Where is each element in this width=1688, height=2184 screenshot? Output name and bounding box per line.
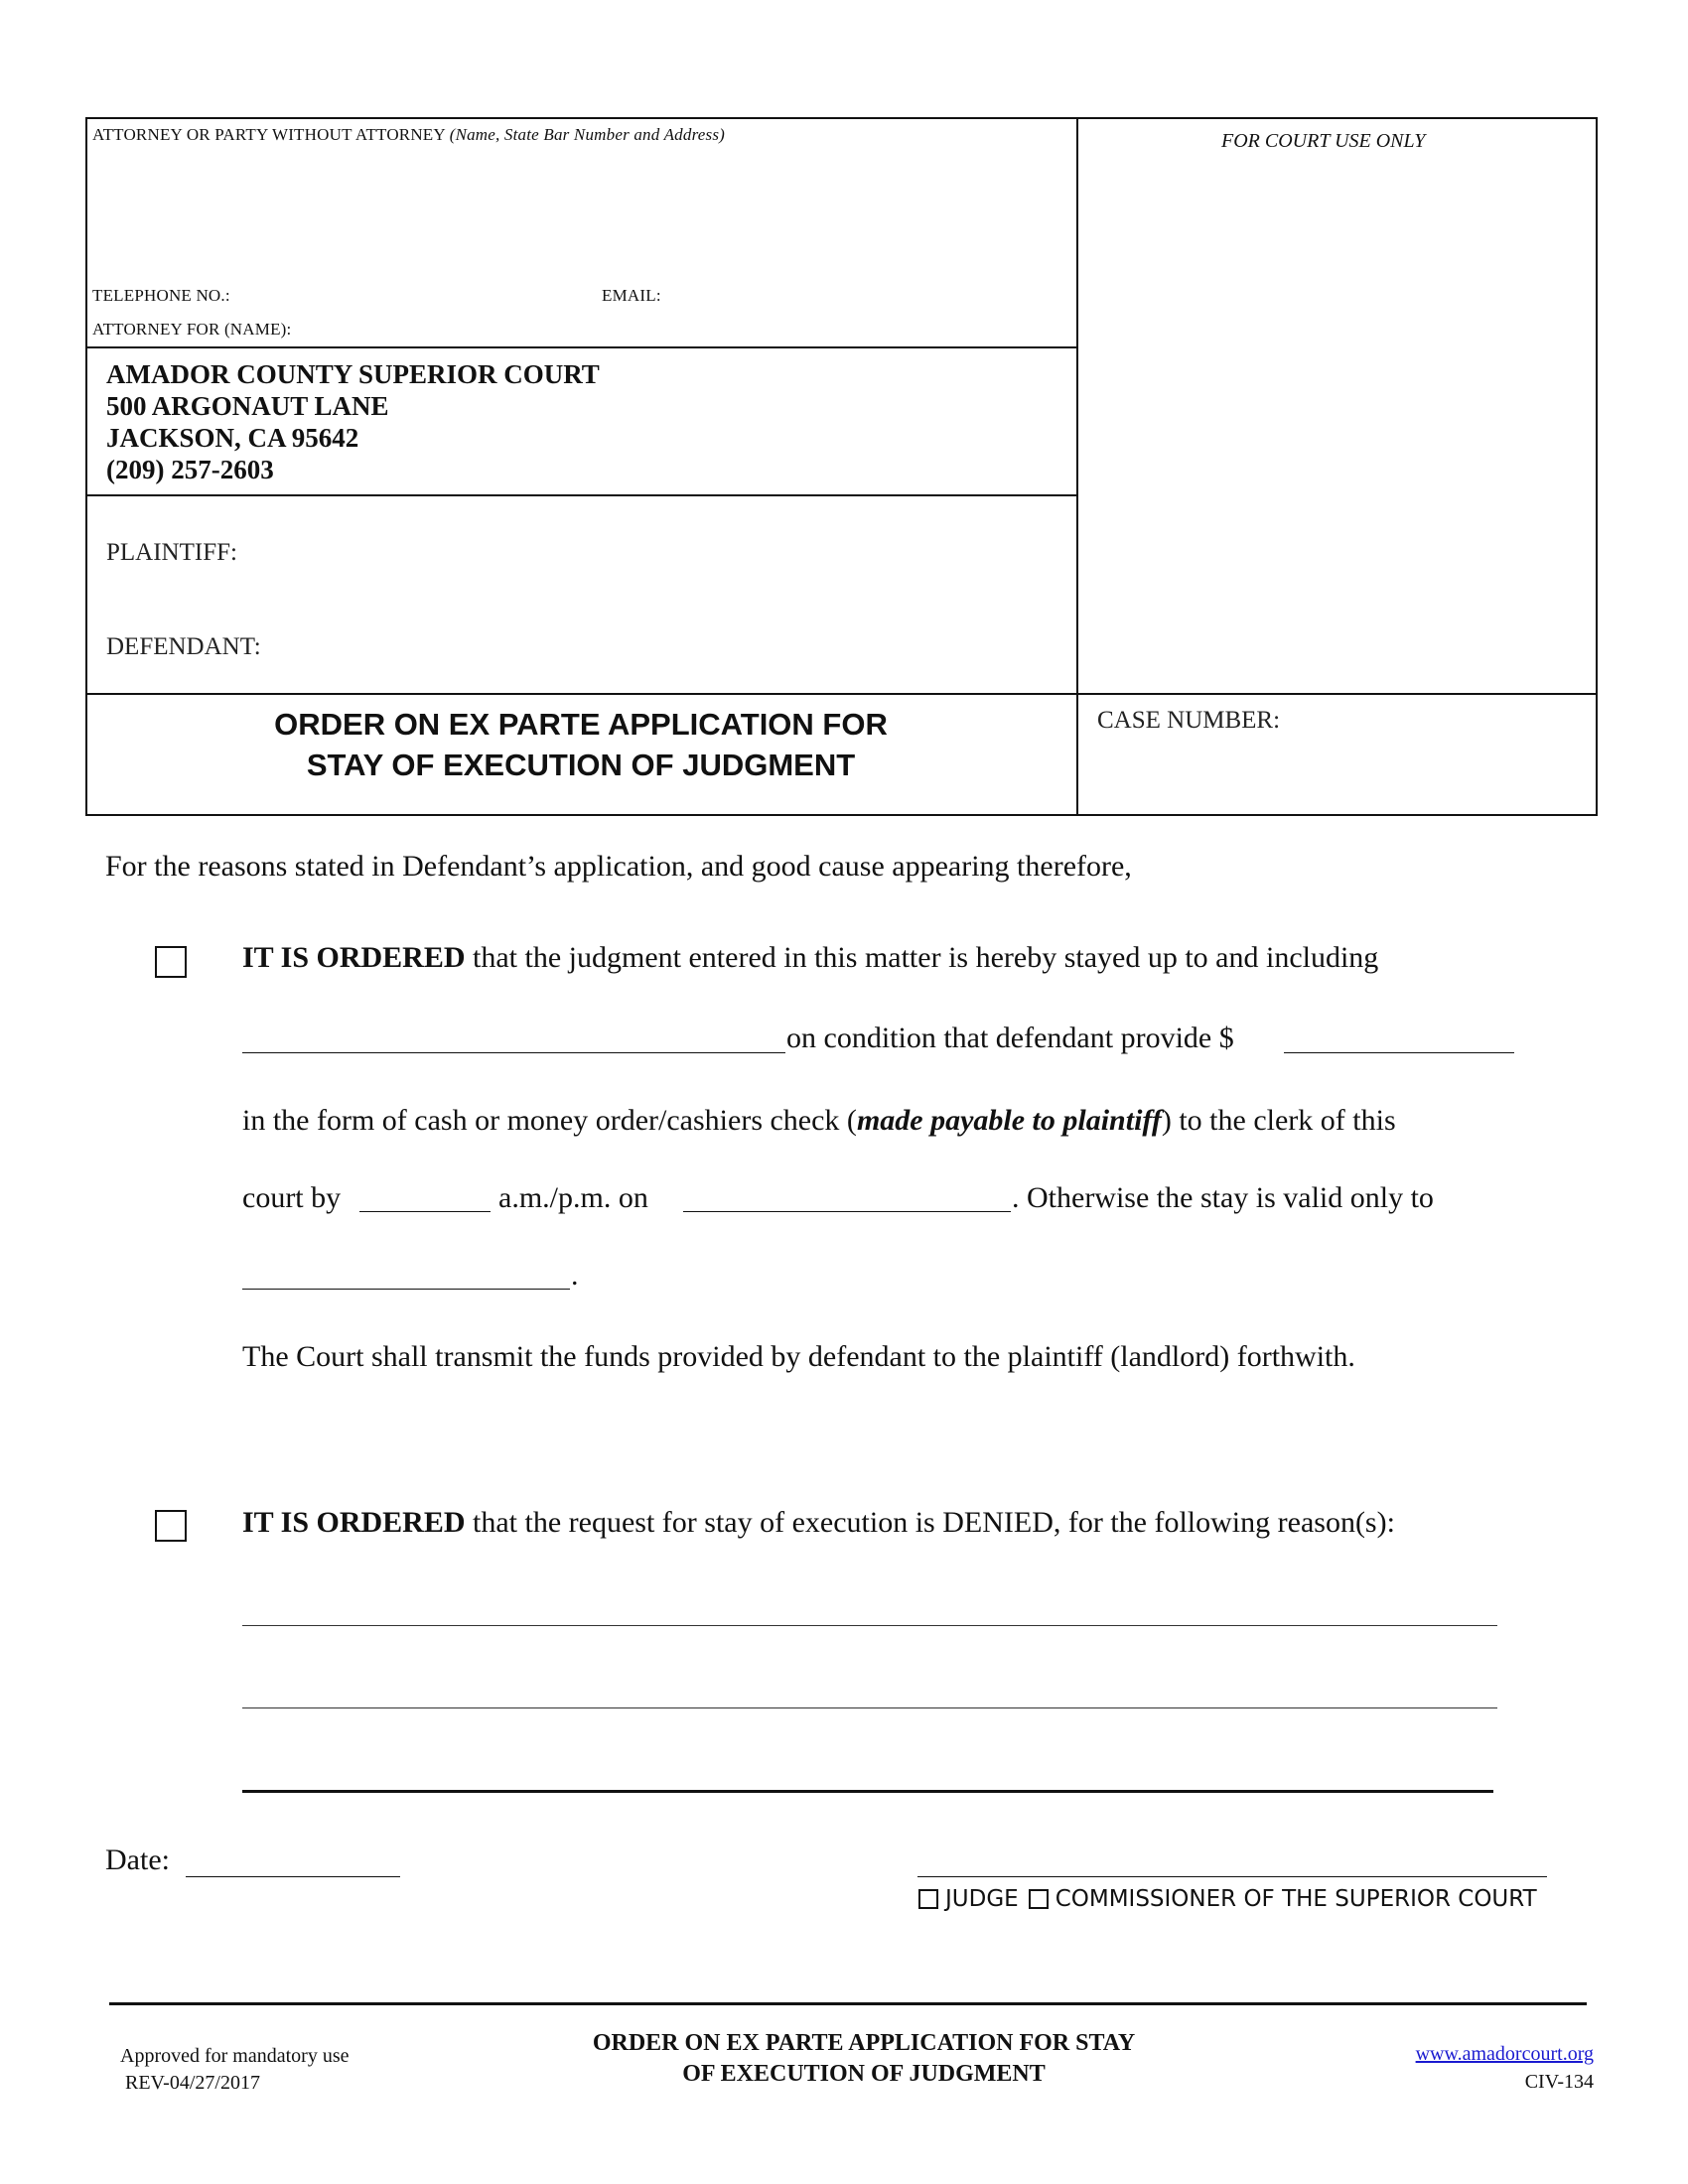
court-phone: (209) 257-2603: [106, 455, 274, 484]
order1-line3-a: in the form of cash or money order/cashiers check (: [242, 1104, 857, 1137]
order1-checkbox[interactable]: [155, 946, 187, 978]
footer-title-line1: ORDER ON EX PARTE APPLICATION FOR STAY: [592, 2030, 1136, 2056]
form-title: [87, 704, 1074, 785]
caption-vertical-divider: [1076, 117, 1078, 816]
footer-right: [1311, 2040, 1594, 2096]
court-address: [106, 358, 600, 485]
order2-line1: [242, 1506, 1395, 1540]
telephone-label: TELEPHONE NO.:: [92, 286, 230, 305]
plaintiff-label: PLAINTIFF:: [106, 539, 237, 566]
court-use-label: FOR COURT USE ONLY: [1221, 130, 1426, 152]
attorney-label-text: ATTORNEY OR PARTY WITHOUT ATTORNEY: [92, 125, 446, 144]
revision-text: REV-04/27/2017: [125, 2072, 260, 2094]
order1-line4-a: court by: [242, 1181, 342, 1214]
order1-line5: .: [571, 1259, 579, 1292]
order1-line1-text: that the judgment entered in this matter is hereby stayed up to and including: [465, 941, 1379, 974]
order2-line1-text: that the request for stay of execution is DENIED, for the following reason(s):: [465, 1506, 1395, 1539]
commissioner-checkbox[interactable]: [1029, 1889, 1049, 1909]
approved-text: Approved for mandatory use: [120, 2045, 350, 2067]
footer-title-line2: OF EXECUTION OF JUDGMENT: [682, 2061, 1046, 2087]
attorney-for-label: ATTORNEY FOR (NAME):: [92, 320, 292, 339]
attorney-label-hint: (Name, State Bar Number and Address): [449, 125, 725, 144]
title-divider: [85, 693, 1598, 695]
amount-blank[interactable]: [1284, 1052, 1514, 1053]
commissioner-label: COMMISSIONER OF THE SUPERIOR COURT: [1055, 1886, 1537, 1912]
court-street: 500 ARGONAUT LANE: [106, 391, 389, 421]
judge-checkbox[interactable]: [918, 1889, 938, 1909]
signature-role: [915, 1886, 1537, 1912]
intro-text: For the reasons stated in Defendant’s application, and good cause appearing therefore,: [105, 850, 1132, 883]
attorney-divider: [85, 346, 1077, 348]
court-divider: [85, 494, 1077, 496]
date-blank[interactable]: [186, 1876, 400, 1877]
payment-date-blank[interactable]: [683, 1211, 1011, 1212]
reason-line-2[interactable]: [242, 1707, 1497, 1708]
attorney-label: [92, 125, 725, 145]
court-city: JACKSON, CA 95642: [106, 423, 359, 453]
order1-line3-c: ) to the clerk of this: [1161, 1104, 1396, 1137]
case-number-label: CASE NUMBER:: [1097, 707, 1281, 734]
order1-line2: on condition that defendant provide $: [786, 1022, 1234, 1054]
order1-line4-b: a.m./p.m. on: [498, 1181, 648, 1214]
transmit-text: The Court shall transmit the funds provided by defendant to the plaintiff (landlord) forthwith.: [242, 1340, 1355, 1373]
defendant-label: DEFENDANT:: [106, 633, 261, 660]
time-blank[interactable]: [359, 1211, 491, 1212]
order1-line3-b: made payable to plaintiff: [856, 1104, 1162, 1137]
order1-line3: [242, 1104, 1396, 1138]
footer-rule: [109, 2002, 1587, 2005]
form-number: CIV-134: [1524, 2071, 1594, 2093]
reason-line-1[interactable]: [242, 1625, 1497, 1626]
judge-label: JUDGE: [945, 1886, 1019, 1912]
valid-until-blank[interactable]: [242, 1289, 570, 1290]
reason-line-3[interactable]: [242, 1790, 1493, 1793]
court-name: AMADOR COUNTY SUPERIOR COURT: [106, 359, 600, 389]
order2-checkbox[interactable]: [155, 1510, 187, 1542]
order1-lead: IT IS ORDERED: [242, 941, 466, 974]
order2-lead: IT IS ORDERED: [242, 1506, 466, 1539]
footer-left: [120, 2043, 350, 2097]
signature-line[interactable]: [917, 1876, 1547, 1877]
order1-line1: [242, 941, 1378, 975]
website-link[interactable]: www.amadorcourt.org: [1415, 2043, 1594, 2065]
stay-until-date-blank[interactable]: [242, 1052, 785, 1053]
date-label: Date:: [105, 1843, 170, 1876]
email-label: EMAIL:: [602, 286, 661, 305]
footer-title: [496, 2028, 1231, 2090]
form-title-line2: STAY OF EXECUTION OF JUDGMENT: [306, 748, 856, 782]
order1-line4-c: . Otherwise the stay is valid only to: [1012, 1181, 1434, 1214]
form-title-line1: ORDER ON EX PARTE APPLICATION FOR: [274, 707, 888, 742]
